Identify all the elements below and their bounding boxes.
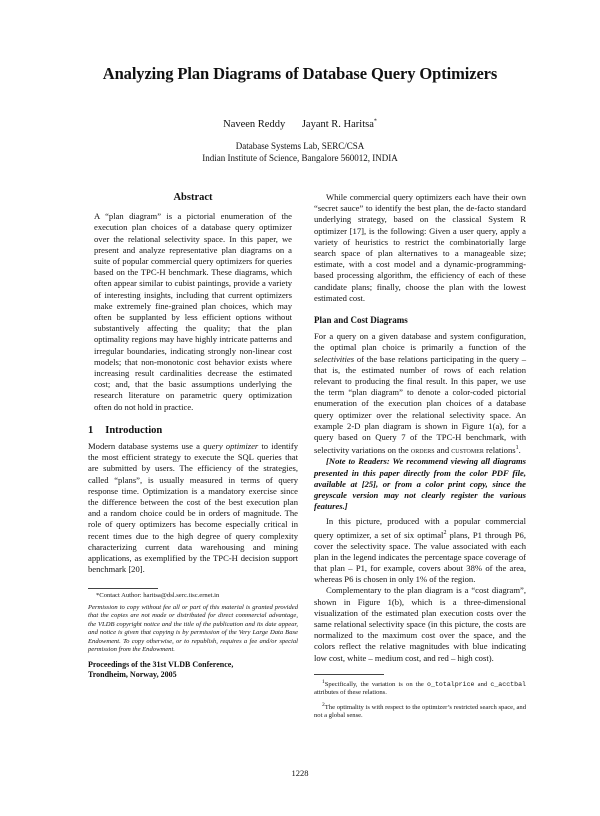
left-column (88, 192, 298, 680)
body-paragraph: For a query on a given database and system configuration, the optimal plan choice is primarily a function of the selectivities of the base relations participating in the query – that is, the estimated number of rows of each relation relevant to producing the final result. In this paper, we use the term “plan diagram” to denote a color-coded pictorial enumeration of the execution plan choices of a database query optimizer over the relational selectivity space. An example 2-D plan diagram is shown in Figure 1(a), for a query based on Query 7 of the TPC-H benchmark, with selectivity variations on the orders and customer relations$^1$. (314, 331, 526, 456)
abstract-heading: Abstract (173, 192, 213, 203)
footnote-rule (88, 588, 158, 589)
page-number: 1228 (291, 768, 309, 778)
reader-note: [Note to Readers: We recommend viewing all diagrams presented in this paper directly from the color PDF file, available at [25], or from a color print copy, since the greyscale version may not clearly register the various features.] (314, 456, 526, 512)
intro-paragraph: Modern database systems use a query optimizer to identify the most efficient strategy to execute the SQL queries that are submitted by users. The efficiency of the strategies, called “plans”, is usually measured in terms of query response time. Optimization is a mandatory exercise since the difference between the cost of the best execution plan and a random choice could be in orders of magnitude. The role of query optimizers has become especially critical in recent times due to the high degree of query complexity characterizing current data warehousing and mining applications, as exemplified by the TPC-H decision support benchmark [20]. (88, 441, 298, 575)
footnote-1: $^1$Specifically, the variation is on the o_totalprice and c_acctbal attributes of these relations. (314, 678, 527, 697)
left-footnotes (88, 592, 298, 655)
body-paragraph: Complementary to the plan diagram is a “cost diagram”, shown in Figure 1(b), which is a three-dimensional visualization of the estimated plan execution costs over the same relational selectivity space (in this picture, the costs are normalized to the maximum cost over the space, and the colors reflect the relative magnitudes with blue indicating low cost, white – medium cost, and red – high cost). (314, 585, 526, 663)
permission-notice: Permission to copy without fee all or part of this material is granted provided that the copies are not made or distributed for direct commercial advantage, the VLDB copyright notice and the title of the publication and its date appear, and notice is given that copying is by permission of the Very Large Data Base Endowment. To copy otherwise, or to republish, requires a fee and/or special permission from the Endowment. (88, 603, 298, 653)
right-footnotes (314, 678, 526, 721)
paper-title: Analyzing Plan Diagrams of Database Query Optimizers (102, 64, 498, 83)
footnote-2: $^2$The optimality is with respect to the optimizer’s restricted search space, and not a global sense. (314, 701, 526, 720)
abstract-text: A “plan diagram” is a pictorial enumeration of the execution plan choices of a database query optimizer over the relational selectivity space. In this paper, we present and analyze representative plan diagrams on a suite of popular commercial query optimizers for queries based on the TPC-H benchmark. These diagrams, which often appear similar to cubist paintings, provide a variety of interesting insights, including that current optimizers make extremely fine-grained plan choices, which may often be supplanted by less efficient options without substantively affecting the quality; that the plan optimality regions may have highly intricate patterns and irregular boundaries, indicating strongly non-linear cost models; that non-monotonic cost behavior exists where increasing result cardinalities decrease the estimated cost; and, that the basic assumptions underlying the research literature on parametric query optimization often do not hold in practice. (94, 211, 292, 412)
author-list (0, 118, 600, 130)
footnote-rule (314, 674, 384, 675)
body-paragraph: While commercial query optimizers each have their own “secret sauce” to identify the best plan, the de-facto standard underlying strategy, based on the classical System R optimizer [17], is the following: Given a user query, apply a variety of heuristics to restrict the combinatorially large search space of plan alternatives to a manageable size; estimate, with a cost model and a dynamic-programming-based processing algorithm, the efficiency of each of these candidate plans; finally, choose the plan with the lowest estimated cost. (314, 192, 526, 303)
right-column (314, 192, 526, 721)
subsection-heading-plan-and-cost-diagrams: Plan and Cost Diagrams (314, 315, 408, 326)
author-name: Jayant R. Haritsa* (301, 118, 377, 130)
proceedings-info: Proceedings of the 31st VLDB Conference, Trondheim, Norway, 2005 (88, 660, 234, 680)
author-name: Naveen Reddy (223, 118, 286, 130)
affiliation-line: Database Systems Lab, SERC/CSA (235, 141, 365, 151)
affiliation-line: Indian Institute of Science, Bangalore 560012, INDIA (202, 153, 398, 163)
contact-footnote: *Contact Author: haritsa@dsl.serc.iisc.ernet.in (96, 591, 220, 599)
affiliation (0, 140, 600, 164)
body-paragraph: In this picture, produced with a popular commercial query optimizer, a set of six optimal$^2$ plans, P1 through P6, cover the selectivity space. The value associated with each plan in the legend indicates the percentage space coverage of that plan – P1, for example, covers about 38% of the area, whereas P6 is chosen in only 1% of the region. (314, 516, 527, 585)
section-heading-introduction: 1 Introduction (88, 424, 163, 436)
